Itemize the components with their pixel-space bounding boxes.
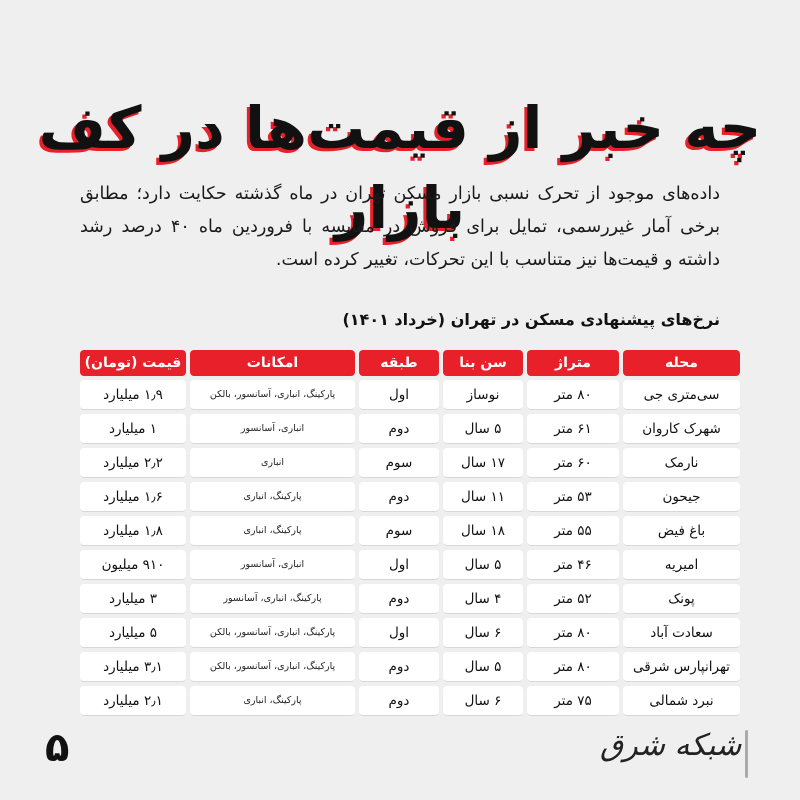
headline: چه خبر از قیمت‌ها در کف بازار [38, 94, 762, 242]
cell-building-age: ۱۷ سال [443, 448, 523, 478]
price-table [76, 346, 744, 720]
cell-floor: سوم [359, 448, 439, 478]
header-building-age: سن بنا [443, 350, 523, 376]
header-floor: طبقه [359, 350, 439, 376]
table-title: نرخ‌های پیشنهادی مسکن در تهران (خرداد ۱۴۰۱) [342, 310, 720, 329]
cell-amenities: پارکینگ، انباری، آسانسور، بالکن [190, 380, 355, 410]
cell-neighborhood: امیریه [623, 550, 740, 580]
cell-floor: اول [359, 380, 439, 410]
cell-amenities: پارکینگ، انباری [190, 516, 355, 546]
table-row [80, 550, 740, 580]
cell-building-age: ۶ سال [443, 618, 523, 648]
intro-paragraph: داده‌های موجود از تحرک نسبی بازار مسکن تهران در ماه گذشته حکایت دارد؛ مطابق برخی آمار غیررسمی، تمایل برای فروش در مقایسه با فروردین ماه ۴۰ درصد رشد داشته و قیمت‌ها نیز متناسب با این تحرکات، تغییر کرده است. [80, 184, 721, 270]
cell-neighborhood: باغ فیض [623, 516, 740, 546]
cell-area: ۷۵ متر [527, 686, 619, 716]
table-row [80, 414, 740, 444]
cell-area: ۶۰ متر [527, 448, 619, 478]
page-number: ۵ [45, 725, 70, 771]
header-price: قیمت (تومان) [80, 350, 186, 376]
table-header-row [80, 350, 740, 376]
header-area: متراژ [527, 350, 619, 376]
cell-neighborhood: جیحون [623, 482, 740, 512]
cell-amenities: انباری [190, 448, 355, 478]
cell-amenities: پارکینگ، انباری [190, 686, 355, 716]
cell-amenities: پارکینگ، انباری، آسانسور، بالکن [190, 652, 355, 682]
cell-neighborhood: سی‌متری جی [623, 380, 740, 410]
cell-price: ۳٫۱ میلیارد [80, 652, 186, 682]
cell-amenities: پارکینگ، انباری [190, 482, 355, 512]
table-row [80, 584, 740, 614]
cell-area: ۸۰ متر [527, 652, 619, 682]
cell-area: ۴۶ متر [527, 550, 619, 580]
table-row [80, 618, 740, 648]
cell-building-age: ۵ سال [443, 550, 523, 580]
cell-floor: دوم [359, 584, 439, 614]
table-row [80, 686, 740, 716]
cell-price: ۳ میلیارد [80, 584, 186, 614]
cell-floor: دوم [359, 652, 439, 682]
table-row [80, 380, 740, 410]
cell-floor: دوم [359, 482, 439, 512]
cell-price: ۹۱۰ میلیون [80, 550, 186, 580]
cell-area: ۵۳ متر [527, 482, 619, 512]
cell-floor: اول [359, 618, 439, 648]
cell-neighborhood: شهرک کاروان [623, 414, 740, 444]
cell-price: ۱ میلیارد [80, 414, 186, 444]
cell-neighborhood: پونک [623, 584, 740, 614]
table-row [80, 448, 740, 478]
cell-neighborhood: سعادت آباد [623, 618, 740, 648]
cell-building-age: ۱۱ سال [443, 482, 523, 512]
cell-neighborhood: تهرانپارس شرقی [623, 652, 740, 682]
cell-building-age: ۵ سال [443, 414, 523, 444]
cell-price: ۱٫۶ میلیارد [80, 482, 186, 512]
cell-area: ۸۰ متر [527, 380, 619, 410]
cell-building-age: ۱۸ سال [443, 516, 523, 546]
cell-price: ۲٫۲ میلیارد [80, 448, 186, 478]
cell-building-age: ۵ سال [443, 652, 523, 682]
cell-area: ۶۱ متر [527, 414, 619, 444]
footer-divider [745, 730, 748, 778]
cell-price: ۲٫۱ میلیارد [80, 686, 186, 716]
cell-area: ۵۵ متر [527, 516, 619, 546]
table-row [80, 516, 740, 546]
cell-amenities: پارکینگ، انباری، آسانسور [190, 584, 355, 614]
cell-floor: دوم [359, 686, 439, 716]
table-row [80, 652, 740, 682]
cell-amenities: انباری، آسانسور [190, 414, 355, 444]
cell-floor: دوم [359, 414, 439, 444]
cell-price: ۱٫۹ میلیارد [80, 380, 186, 410]
cell-building-age: نوساز [443, 380, 523, 410]
cell-amenities: پارکینگ، انباری، آسانسور، بالکن [190, 618, 355, 648]
header-neighborhood: محله [623, 350, 740, 376]
brand-logo: شبکه شرق [600, 728, 742, 763]
table-row [80, 482, 740, 512]
cell-floor: اول [359, 550, 439, 580]
cell-neighborhood: نارمک [623, 448, 740, 478]
cell-neighborhood: نبرد شمالی [623, 686, 740, 716]
cell-amenities: انباری، آسانسور [190, 550, 355, 580]
cell-price: ۵ میلیارد [80, 618, 186, 648]
cell-area: ۸۰ متر [527, 618, 619, 648]
cell-area: ۵۲ متر [527, 584, 619, 614]
cell-building-age: ۴ سال [443, 584, 523, 614]
cell-price: ۱٫۸ میلیارد [80, 516, 186, 546]
cell-building-age: ۶ سال [443, 686, 523, 716]
header-amenities: امکانات [190, 350, 355, 376]
cell-floor: سوم [359, 516, 439, 546]
